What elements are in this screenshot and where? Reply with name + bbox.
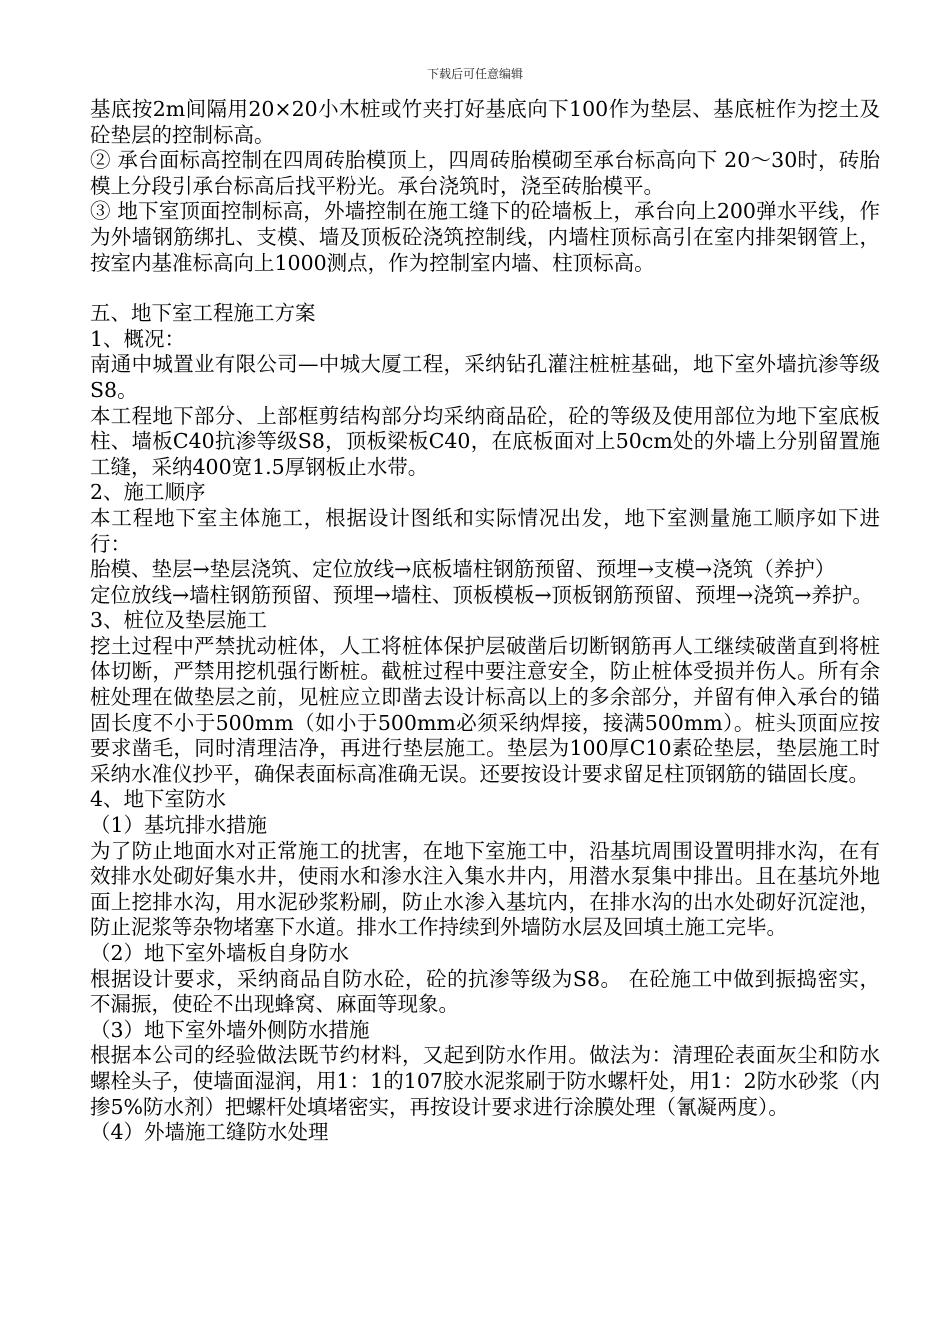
paragraph-pit-drainage: 为了防止地面水对正常施工的扰害，在地下室施工中，沿基坑周围设置明排水沟，在有效排水处砌好集水井，使雨水和渗水注入集水井内，用潜水泵集中排出。且在基坑外地面上挖排水沟，用水泥砂浆粉刷，防止水渗入基坑内，在排水沟的出水处砌好沉淀池，防止泥浆等杂物堵塞下水道。排水工作持续到外墙防水层及回填土施工完毕。: [90, 838, 880, 940]
paragraph-exterior-waterproofing: 根据本公司的经验做法既节约材料，又起到防水作用。做法为：清理砼表面灰尘和防水螺栓头子，使墙面湿润，用1：1的107胶水泥浆刷于防水螺杆处，用1：2防水砂浆（内掺5%防水剂）把螺杆处填堵密实，再按设计要求进行涂膜处理（氰凝两度）。: [90, 1043, 880, 1119]
subheading-construction-sequence: 2、施工顺序: [90, 480, 206, 505]
paragraph-sequence-intro: 本工程地下室主体施工，根据设计图纸和实际情况出发，地下室测量施工顺序如下进行：: [90, 505, 880, 556]
paragraph-pile-cutting: 挖土过程中严禁扰动桩体，人工将桩体保护层破凿后切断钢筋再人工继续破凿直到将桩体切断，严禁用挖机强行断桩。截桩过程中要注意安全，防止桩体受损并伤人。所有余桩处理在做垫层之前，见桩应立即凿去设计标高以上的多余部分，并留有伸入承台的锚固长度不小于500mm（如小于500mm必须采纳焊接，接满500mm）。桩头顶面应按要求凿毛，同时清理洁净，再进行垫层施工。垫层为100厚C10素砼垫层，垫层施工时采纳水准仪抄平，确保表面标高准确无误。还要按设计要求留足柱顶钢筋的锚固长度。: [90, 633, 880, 786]
paragraph-wall-self-waterproofing: 根据设计要求，采纳商品自防水砼，砼的抗渗等级为S8。 在砼施工中做到振捣密实，不漏振，使砼不出现蜂窝、麻面等现象。: [90, 966, 880, 1017]
subheading-pile-cushion: 3、桩位及垫层施工: [90, 608, 268, 633]
paragraph-base-stakes: 基底按2m间隔用20×20小木桩或竹夹打好基底向下100作为垫层、基底桩作为挖土及砼垫层的控制标高。: [90, 97, 880, 147]
subheading-overview: 1、概况：: [90, 326, 186, 351]
paragraph-roof-elevation: ③ 地下室顶面控制标高，外墙控制在施工缝下的砼墙板上，承台向上200弹水平线，作为外墙钢筋绑扎、支模、墙及顶板砼浇筑控制线，内墙柱顶标高引在室内排架钢管上，按室内基准标高向上1000测点，作为控制室内墙、柱顶标高。: [90, 199, 880, 275]
document-body: [90, 97, 880, 1146]
paragraph-sequence-step-2: 定位放线→墙柱钢筋预留、预埋→墙柱、顶板模板→顶板钢筋预留、预埋→浇筑→养护。: [90, 582, 873, 607]
paragraph-concrete-grade: 本工程地下部分、上部框剪结构部分均采纳商品砼，砼的等级及使用部位为地下室底板柱、墙板C40抗渗等级S8，顶板梁板C40，在底板面对上50cm处的外墙上分别留置施工缝，采纳400宽1.5厚钢板止水带。: [90, 403, 880, 479]
paragraph-project-overview: 南通中城置业有限公司—中城大厦工程，采纳钻孔灌注桩桩基础，地下室外墙抗渗等级S8。: [90, 352, 880, 402]
paragraph-cap-elevation: ② 承台面标高控制在四周砖胎模顶上，四周砖胎模砌至承台标高向下 20～30时，砖胎模上分段引承台标高后找平粉光。承台浇筑时，浇至砖胎模平。: [90, 148, 880, 198]
subheading-basement-waterproofing: 4、地下室防水: [90, 787, 227, 812]
subheading-exterior-waterproofing: （3）地下室外墙外侧防水措施: [90, 1017, 370, 1042]
section-heading-basement-plan: 五、地下室工程施工方案: [90, 301, 316, 326]
paragraph-sequence-step-1: 胎模、垫层→垫层浇筑、定位放线→底板墙柱钢筋预留、预埋→支模→浇筑（养护）: [90, 557, 836, 582]
paragraph-spacer: [90, 276, 880, 301]
page-header: 下载后可任意编辑: [426, 67, 523, 81]
subheading-wall-self-waterproofing: （2）地下室外墙板自身防水: [90, 941, 350, 965]
subheading-construction-joint: （4）外墙施工缝防水处理: [90, 1120, 329, 1145]
subheading-pit-drainage: （1）基坑排水措施: [90, 813, 268, 838]
